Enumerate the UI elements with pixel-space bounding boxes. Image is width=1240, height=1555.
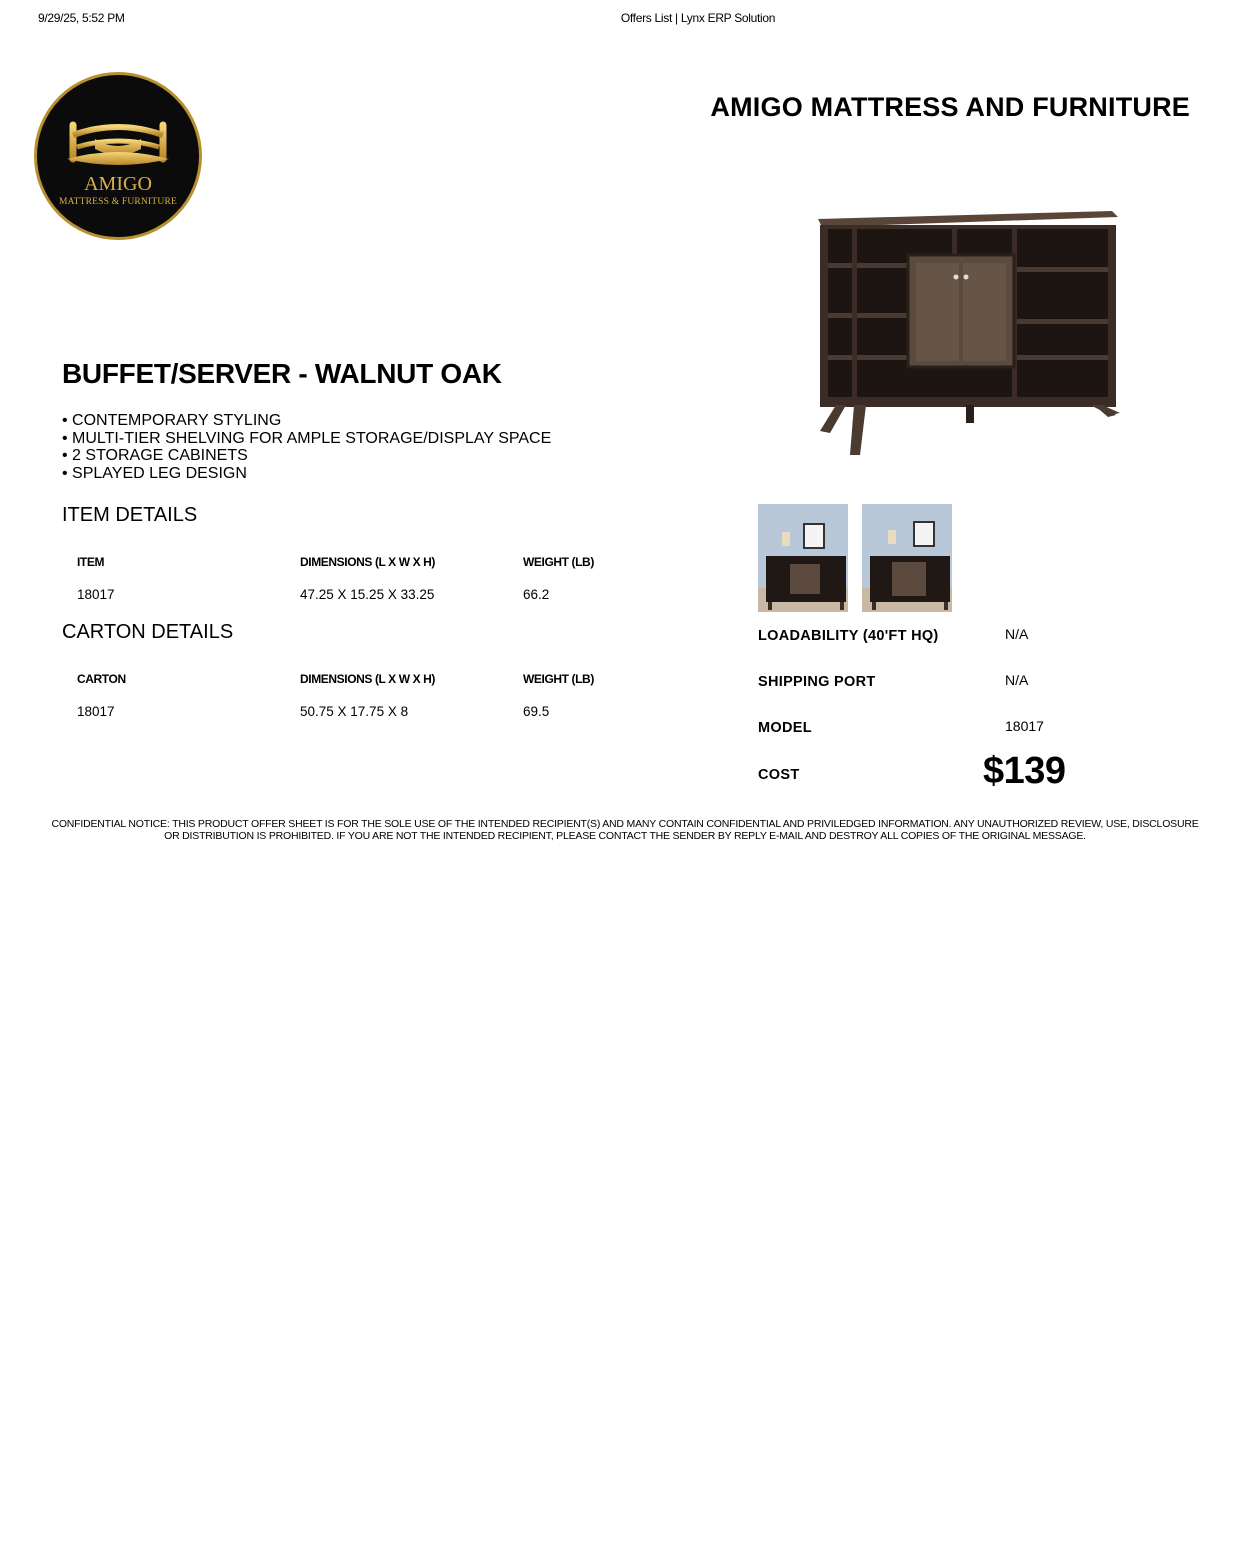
product-image [812, 205, 1124, 460]
product-title: BUFFET/SERVER - WALNUT OAK [62, 358, 502, 389]
bed-logo-icon [37, 75, 199, 237]
carton-dimensions-header: DIMENSIONS (L X W X H) [300, 672, 435, 686]
carton-weight: 69.5 [523, 704, 550, 719]
cost-label: COST [758, 767, 800, 783]
item-dimensions: 47.25 X 15.25 X 33.25 [300, 587, 435, 602]
model-label: MODEL [758, 720, 812, 736]
item-weight: 66.2 [523, 587, 550, 602]
feature-item: • 2 STORAGE CABINETS [62, 447, 551, 465]
item-weight-header: WEIGHT (LB) [523, 555, 594, 569]
carton-number: 18017 [77, 704, 115, 719]
carton-dimensions: 50.75 X 17.75 X 8 [300, 704, 409, 719]
company-name: AMIGO MATTRESS AND FURNITURE [710, 92, 1190, 122]
loadability-label: LOADABILITY (40'FT HQ) [758, 628, 939, 644]
shipping-port-label: SHIPPING PORT [758, 674, 876, 690]
shipping-port-value: N/A [1005, 672, 1029, 688]
product-thumbnail[interactable] [758, 504, 848, 612]
item-dimensions-header: DIMENSIONS (L X W X H) [300, 555, 435, 569]
item-col-header: ITEM [77, 555, 105, 569]
company-logo [34, 72, 202, 240]
logo-subtitle: MATTRESS & FURNITURE [58, 197, 177, 207]
loadability-value: N/A [1005, 626, 1029, 642]
model-value: 18017 [1005, 718, 1044, 734]
feature-item: • MULTI-TIER SHELVING FOR AMPLE STORAGE/DISPLAY SPACE [62, 430, 551, 448]
carton-details-heading: CARTON DETAILS [62, 621, 234, 643]
logo-word: AMIGO [84, 173, 152, 195]
carton-col-header: CARTON [77, 672, 126, 686]
product-thumbnail[interactable] [862, 504, 952, 612]
cost-value: $139 [983, 750, 1066, 792]
item-number: 18017 [77, 587, 115, 602]
confidential-notice: CONFIDENTIAL NOTICE: THIS PRODUCT OFFER SHEET IS FOR THE SOLE USE OF THE INTENDED RECIPIENT(S) AND MANY CONTAIN CONFIDENTIAL AND PRIVILEDGED INFORMATION. ANY UNAUTHORIZED REVIEW, USE, DISCLOSURE OR DISTRIBUTION IS PROHIBITED. IF YOU ARE NOT THE INTENDED RECIPIENT, PLEASE CONTACT THE SENDER BY REPLY E-MAIL AND DESTROY ALL COPIES OF THE ORIGINAL MESSAGE. [51, 818, 1199, 842]
print-datetime: 9/29/25, 5:52 PM [38, 11, 125, 25]
print-page-title: Offers List | Lynx ERP Solution [620, 11, 776, 25]
carton-weight-header: WEIGHT (LB) [523, 672, 594, 686]
feature-list [62, 412, 551, 482]
feature-item: • SPLAYED LEG DESIGN [62, 465, 551, 483]
feature-item: • CONTEMPORARY STYLING [62, 412, 551, 430]
item-details-heading: ITEM DETAILS [62, 504, 198, 526]
